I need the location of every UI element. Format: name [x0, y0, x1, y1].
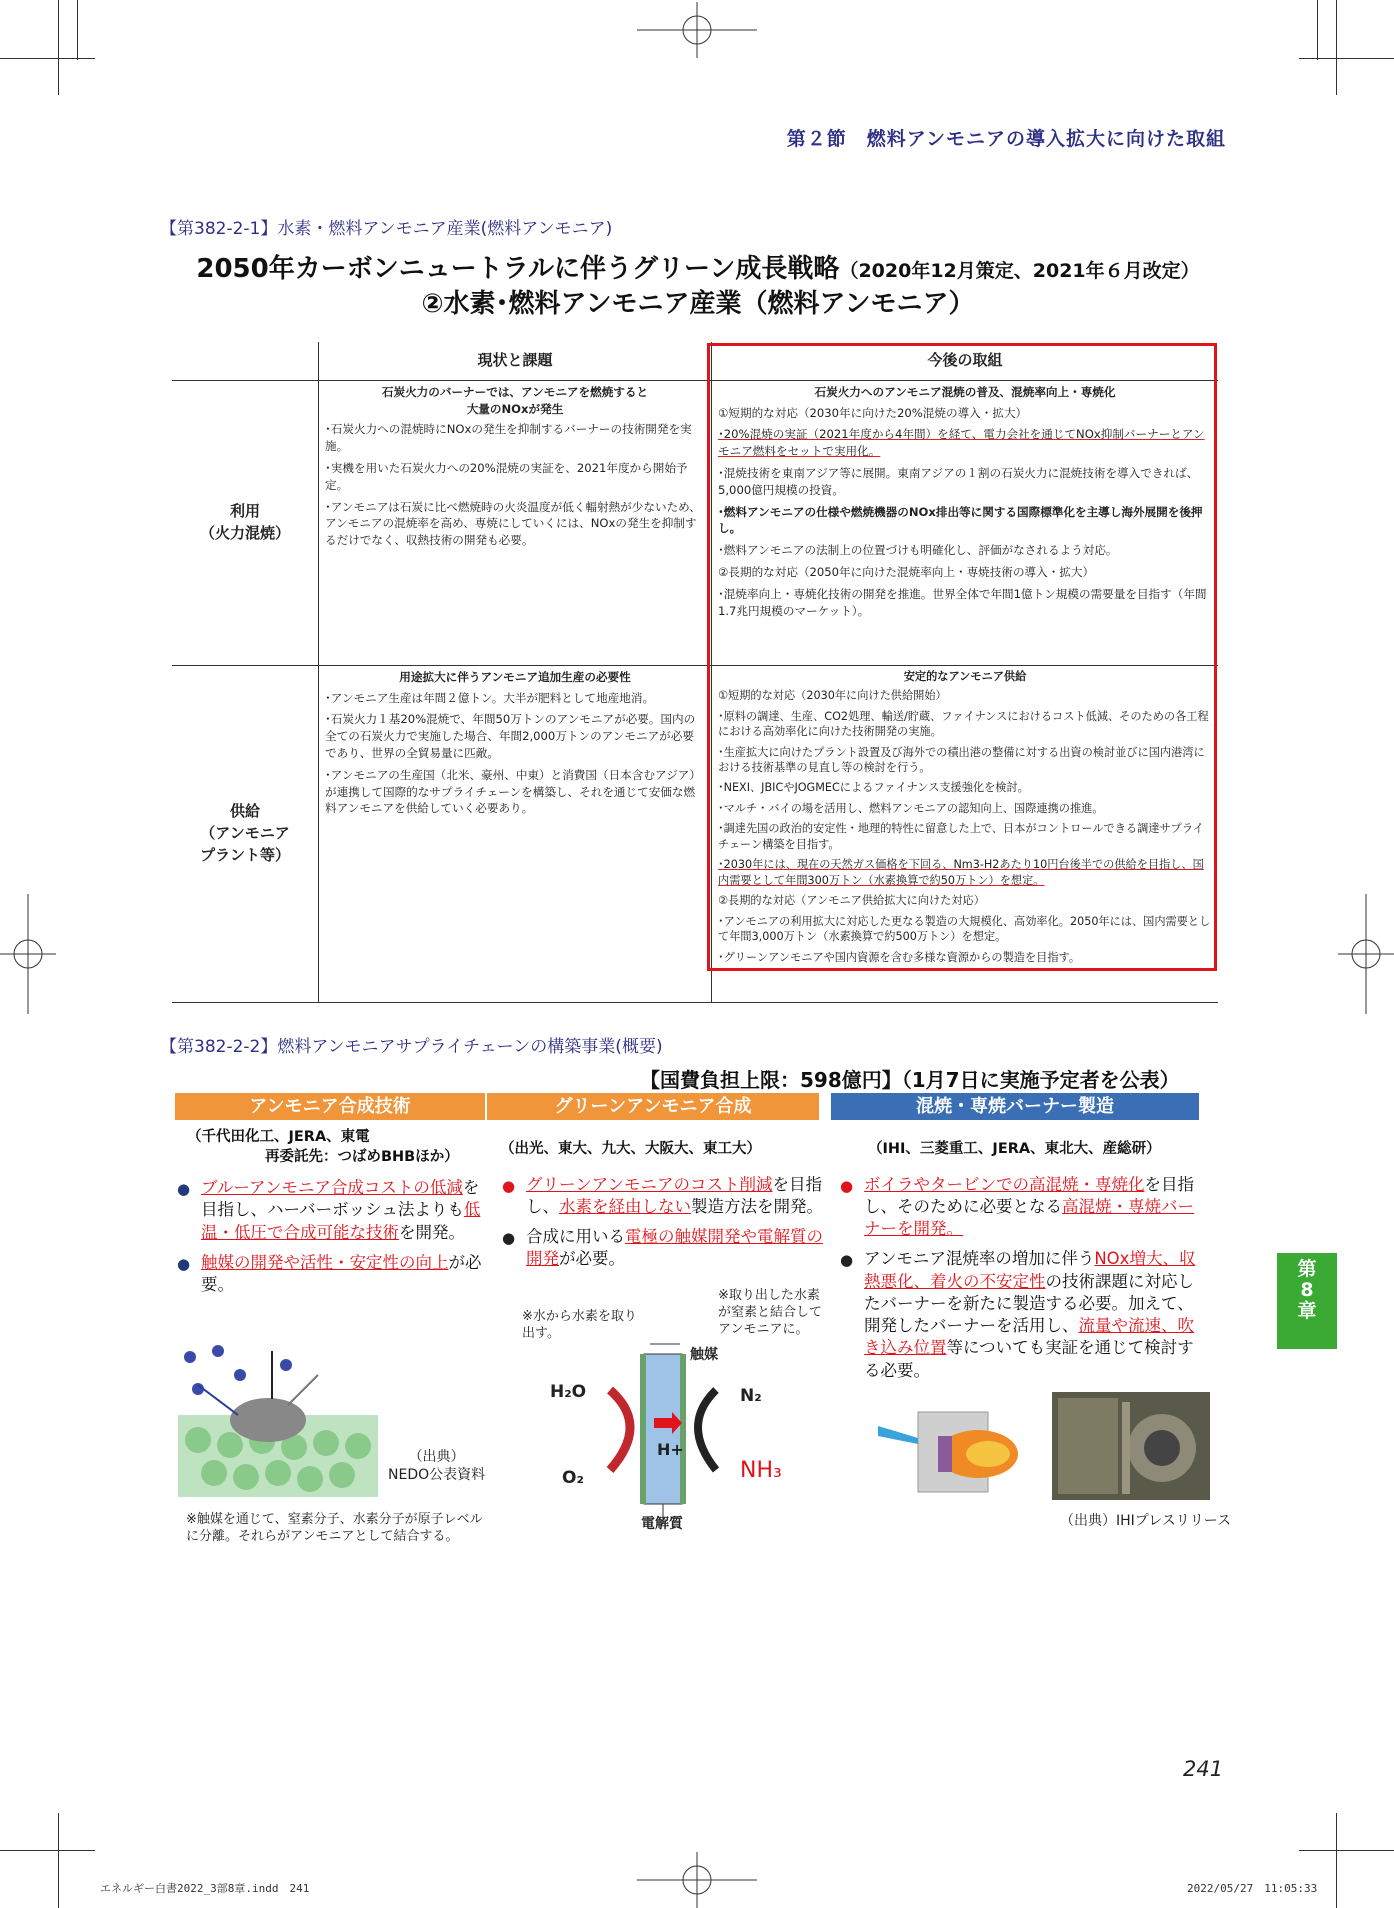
firms-line: 再委託先：つばめBHBほか） [265, 1148, 459, 1165]
col1-note: ※触媒を通じて、窒素分子、水素分子が原子レベルに分離。それらがアンモニアとして結合する。 [186, 1512, 483, 1544]
list-item: ･20%混焼の実証（2021年度から4年間）を経て、電力会社を通じてNOx抑制バーナーとアンモニア燃料をセットで実用化。 [718, 427, 1205, 459]
body-text: を目指し、そのために必要となる [864, 1174, 1194, 1216]
body-text: が必要。 [559, 1249, 625, 1269]
list-item: ･石炭火力１基20%混焼で、年間50万トンのアンモニアが必要。国内の全ての石炭火力で実施した場合、年間2,000万トンのアンモニアが必要であり、世界の全貿易量に匹敵。 [325, 712, 696, 760]
nh3-label: NH₃ [740, 1458, 782, 1483]
registration-mark-top [637, 2, 757, 58]
list-item: ･NEXI、JBICやJOGMECによるファイナンス支援強化を検討。 [718, 781, 1029, 795]
list-item: ②長期的な対応（2050年に向けた混焼率向上・専焼技術の導入・拡大） [718, 564, 1095, 579]
body-text: を目指し、 [526, 1174, 823, 1216]
o2-label: O₂ [562, 1468, 584, 1488]
electrolyte-label: 電解質 [641, 1516, 683, 1532]
figure1-title-line2: ②水素･燃料アンモニア産業（燃料アンモニア） [421, 289, 975, 319]
subhead-line: 大量のNOxが発生 [466, 401, 564, 416]
supply-current-cell [319, 665, 712, 1002]
bullet-icon: ● [177, 1254, 191, 1273]
electrolysis-diagram [540, 1330, 800, 1530]
registration-mark-left [0, 894, 56, 1014]
highlight-text: ボイラやタービンでの高混焼・専焼化 [864, 1174, 1145, 1194]
col2-body [500, 1128, 830, 1279]
list-item: ①短期的な対応（2030年に向けた供給開始） [718, 689, 947, 703]
list-item: ①短期的な対応（2030年に向けた20%混焼の導入・拡大） [718, 405, 1028, 420]
bullet-icon: ● [502, 1229, 516, 1248]
col2-note-water: ※水から水素を取り出す。 [522, 1309, 637, 1341]
list-item: ･燃料アンモニアの法制上の位置づけも明確化し、評価がなされるよう対応。 [718, 543, 1118, 558]
bullet-icon: ● [177, 1180, 191, 1199]
highlight-text: 電極の触媒開発や電解質の開発 [526, 1227, 823, 1269]
list-item: ･生産拡大に向けたプラント設置及び海外での積出港の整備に対する出資の検討並びに国内港湾における技術基準の見直し等の検討を行う。 [718, 745, 1205, 775]
source-line: NEDO公表資料 [388, 1467, 486, 1484]
list-item: ･グリーンアンモニアや国内資源を含む多様な資源からの製造を目指す。 [718, 950, 1081, 964]
figure2-label: 【第382-2-2】燃料アンモニアサプライチェーンの構築事業(概要) [160, 1037, 663, 1057]
list-item [175, 1252, 485, 1297]
crop-mark [1317, 0, 1318, 60]
col-future-header: 今後の取組 [712, 342, 1219, 380]
list-item [838, 1174, 1200, 1241]
row-head-line: （火力混焼） [199, 523, 290, 542]
crop-mark [58, 0, 59, 95]
list-item: ･原料の調達、生産、CO2処理、輸送/貯蔵、ファイナンスにおけるコスト低減、そのための各工程における高効率化に向けた技術開発の実施。 [718, 709, 1209, 739]
highlight-text: 高混焼・専焼バーナーを開発。 [864, 1196, 1194, 1239]
row-head-usage [172, 380, 319, 665]
list-item: ･マルチ・バイの場を活用し、燃料アンモニアの認知向上、国際連携の推進。 [718, 801, 1104, 815]
highlight-text: ブルーアンモニア合成コストの低減 [201, 1178, 463, 1198]
col-current-header: 現状と課題 [319, 342, 712, 380]
chapter-tab-line: 第 [1297, 1258, 1317, 1280]
bullet-icon: ● [840, 1176, 854, 1195]
title-main: 2050年カーボンニュートラルに伴うグリーン成長戦略 [196, 254, 840, 284]
row-head-line: 利用 [229, 502, 260, 520]
list-item [838, 1248, 1200, 1382]
body-text: 等についても実証を通じて検討する必要。 [864, 1338, 1194, 1380]
subhead: 安定的なアンモニア供給 [903, 669, 1027, 683]
bullet-icon: ● [840, 1251, 854, 1270]
crop-mark [1299, 58, 1394, 59]
row-head-line: プラント等） [199, 845, 290, 864]
list-item: ･調達先国の政治的安定性・地理的特性に留意した上で、日本がコントロールできる調達サプライチェーン構築を目指す。 [718, 822, 1204, 851]
list-item: ･石炭火力への混焼時にNOxの発生を抑制するバーナーの技術開発を実施。 [325, 422, 692, 454]
body-text: を目指し、ハーバーボッシュ法よりも [201, 1178, 480, 1220]
future-highlight-box [707, 343, 1217, 971]
crop-mark [1336, 0, 1337, 95]
list-item: ②長期的な対応（アンモニア供給拡大に向けた対応） [718, 894, 985, 908]
highlight-text: 流量や流速、吹き込み位置 [864, 1316, 1194, 1358]
col3-body [838, 1128, 1200, 1390]
col3-source: （出典）IHIプレスリリース [1060, 1513, 1232, 1529]
row-head-line: （アンモニア [200, 823, 290, 842]
highlight-text: NOx増大、収熱悪化、着火の不安定性 [864, 1249, 1196, 1291]
col1-header: アンモニア合成技術 [175, 1093, 485, 1120]
figure1-label: 【第382-2-1】水素・燃料アンモニア産業(燃料アンモニア) [160, 219, 613, 239]
figure1-title-line1 [168, 248, 1228, 285]
body-text: の技術課題に対応したバーナーを新たに製造する必要。加えて、開発したバーナーを活用し、 [864, 1271, 1194, 1336]
list-item: ･混焼率向上・専焼化技術の開発を推進。世界全体で年間1億トン規模の需要量を目指す（年間1.7兆円規模のマーケット）。 [718, 586, 1207, 618]
body-text: 製造方法を開発。 [691, 1196, 823, 1216]
catalyst-illustration [178, 1345, 378, 1497]
usage-current-cell [319, 380, 712, 665]
body-text: 合成に用いる [526, 1227, 625, 1247]
list-item: ･燃料アンモニアの仕様や燃焼機器のNOx排出等に関する国際標準化を主導し海外展開を後押し。 [718, 504, 1203, 536]
list-item: ･アンモニアは石炭に比べ燃焼時の火炎温度が低く輻射熱が少ないため、アンモニアの混焼率を高め、専焼にしていくには、NOxの発生を抑制するだけでなく、収熱技術の開発も必要。 [325, 499, 701, 548]
highlight-text: 水素を経由しない [559, 1196, 691, 1216]
row-head-supply [172, 665, 319, 1002]
list-item: ･2030年には、現在の天然ガス価格を下回る、Nm3-H2あたり10円台後半での供給を目指し、国内需要として年間300万トン（水素換算で約50万トン）を想定。 [718, 858, 1204, 887]
section-header: 第２節 燃料アンモニアの導入拡大に向けた取組 [786, 128, 1226, 150]
highlight-text: 低温・低圧で合成可能な技術 [201, 1200, 481, 1242]
h-ion-label: H+ [657, 1440, 684, 1459]
subhead: 用途拡大に伴うアンモニア追加生産の必要性 [399, 669, 631, 684]
chapter-tab [1277, 1253, 1337, 1349]
footer-timestamp: 2022/05/27 11:05:33 [1187, 1882, 1318, 1895]
crop-mark [77, 0, 78, 60]
subhead-line: 石炭火力のバーナーでは、アンモニアを燃焼すると [381, 384, 649, 399]
crop-mark [0, 58, 95, 59]
title-paren: （2020年12月策定、2021年６月改定） [839, 260, 1200, 282]
bullet-icon: ● [502, 1176, 516, 1195]
highlight-text: グリーンアンモニアのコスト削減 [526, 1174, 773, 1194]
h2o-label: H₂O [550, 1382, 587, 1402]
highlight-text: 触媒の開発や活性・安定性の向上 [201, 1252, 449, 1272]
footer-file: エネルギー白書2022_3部8章.indd 241 [100, 1882, 310, 1895]
chapter-tab-line: 8 [1300, 1279, 1314, 1301]
crop-mark [1299, 1850, 1394, 1851]
crop-mark [58, 1813, 59, 1908]
crop-mark [1336, 1813, 1337, 1908]
crop-mark [0, 1850, 95, 1851]
registration-mark-right [1338, 894, 1394, 1014]
burner-diagram [858, 1392, 1048, 1512]
body-text: を開発。 [399, 1222, 465, 1242]
burner-photo [1052, 1392, 1210, 1500]
col1-firms [187, 1128, 485, 1167]
list-item: ･実機を用いた石炭火力への20%混焼の実証を、2021年度から開始予定。 [325, 460, 688, 492]
list-item: ･混焼技術を東南アジア等に展開。東南アジアの１割の石炭火力に混焼技術を導入できれば、5,000億円規模の投資。 [718, 465, 1199, 497]
list-item [500, 1174, 830, 1219]
registration-mark-bottom [637, 1852, 757, 1908]
list-item [175, 1177, 485, 1244]
list-item [500, 1226, 830, 1271]
list-item: ･アンモニア生産は年間２億トン。大半が肥料として地産地消。 [325, 690, 655, 705]
col3-firms: （IHI、三菱重工、JERA、東北大、産総研） [868, 1141, 1161, 1157]
col1-source [388, 1448, 485, 1484]
subhead: 石炭火力へのアンモニア混焼の普及、混焼率向上・専焼化 [814, 384, 1116, 399]
row-head-line: 供給 [229, 802, 260, 821]
body-text: アンモニア混焼率の増加に伴う [864, 1249, 1095, 1269]
source-line: （出典） [408, 1449, 465, 1465]
col2-header: グリーンアンモニア合成 [487, 1093, 819, 1120]
list-item: ･アンモニアの生産国（北米、豪州、中東）と消費国（日本含むアジア）が連携して国際的なサプライチェーンを構築し、それを通じて安価な燃料アンモニアを供給していく必要あり。 [325, 767, 701, 816]
col3-header: 混焼・専焼バーナー製造 [831, 1093, 1199, 1120]
page-number: 241 [1183, 1757, 1224, 1781]
catalyst-label: 触媒 [690, 1347, 718, 1363]
subhead [325, 384, 705, 418]
firms-line: （千代田化工、JERA、東電 [187, 1129, 370, 1145]
n2-label: N₂ [740, 1386, 762, 1406]
budget-text: 【国費負担上限：598億円】（1月7日に実施予定者を公表） [640, 1068, 1180, 1092]
col2-note-n2: ※取り出した水素が窒素と結合してアンモニアに。 [718, 1288, 823, 1337]
col1-body [175, 1128, 485, 1304]
list-item: ･アンモニアの利用拡大に対応した更なる製造の大規模化、高効率化。2050年には、国内需要として年間3,000万トン（水素換算で約500万トン）を想定。 [718, 914, 1211, 944]
body-text: が必要。 [201, 1252, 482, 1295]
col2-firms: （出光、東大、九大、大阪大、東工大） [500, 1141, 761, 1157]
chapter-tab-line: 章 [1297, 1300, 1317, 1322]
